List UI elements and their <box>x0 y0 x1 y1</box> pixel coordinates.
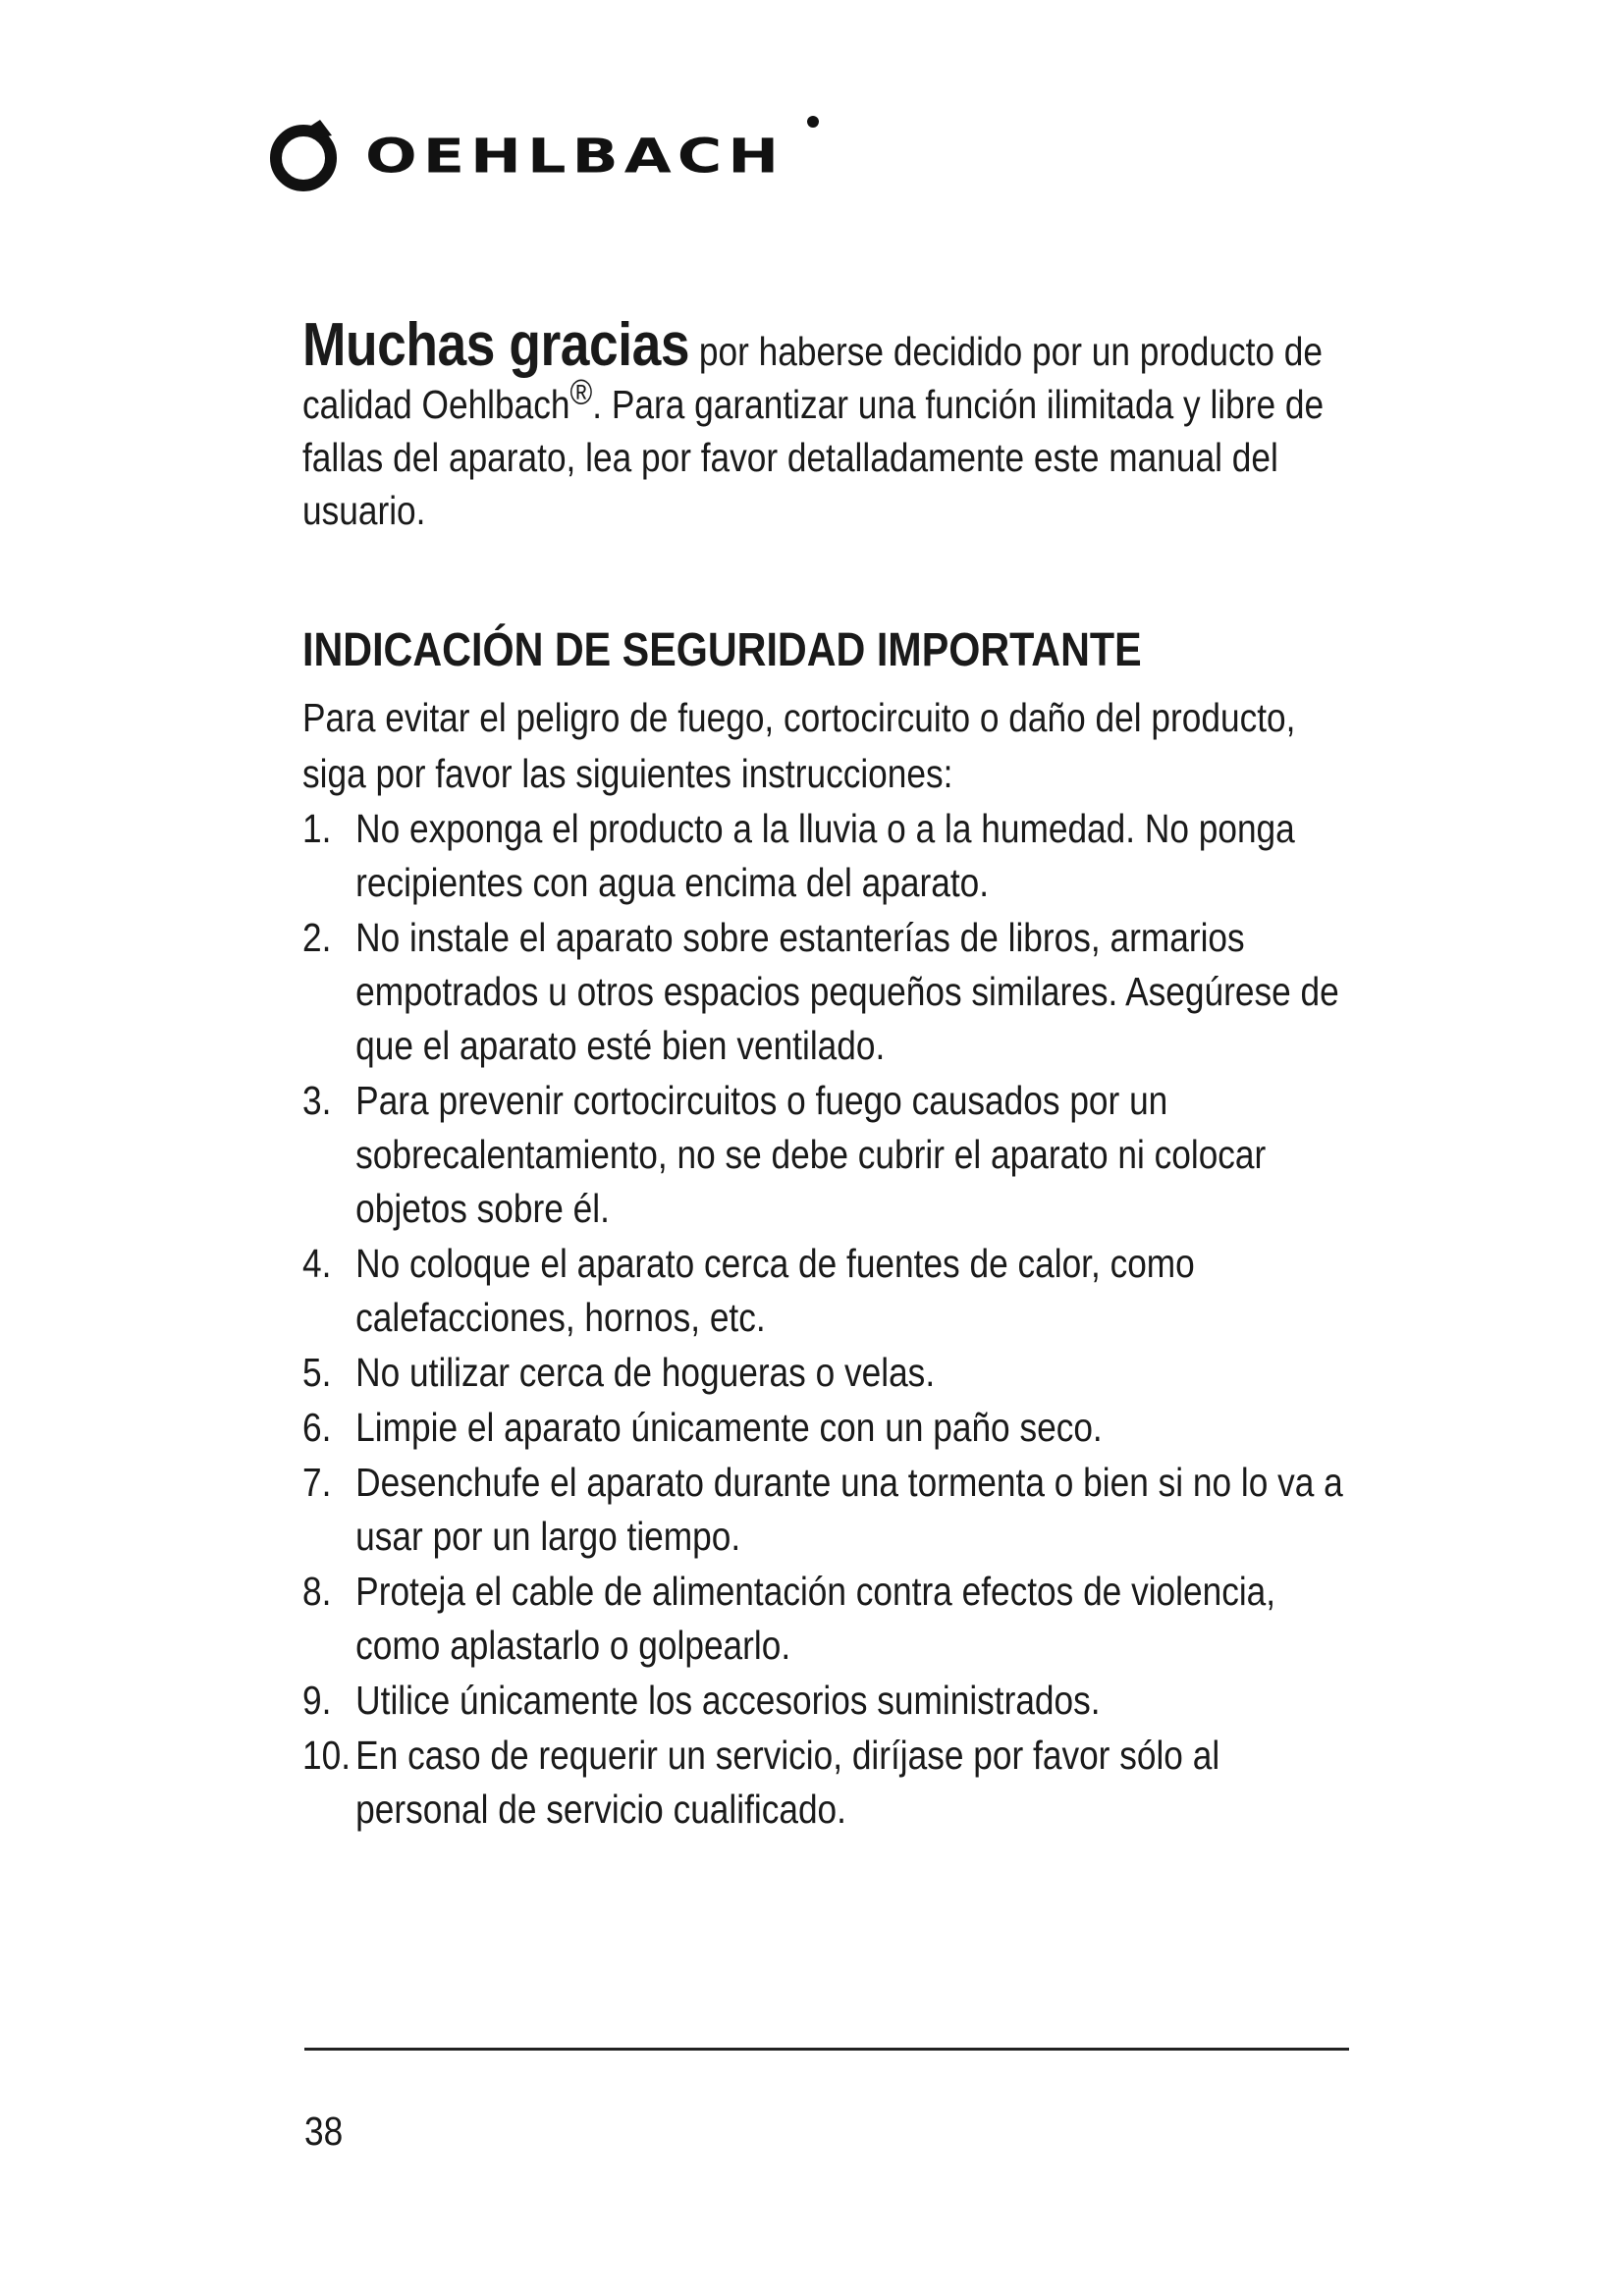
list-item <box>302 1237 1349 1345</box>
list-item <box>302 1456 1349 1564</box>
safety-title: INDICACIÓN DE SEGURIDAD IMPORTANTE <box>302 624 1142 676</box>
list-item-number: 9. <box>302 1678 332 1723</box>
intro-paragraph <box>302 311 1349 537</box>
list-item-number: 3. <box>302 1078 332 1123</box>
list-item-number: 1. <box>302 806 332 851</box>
list-item-number: 7. <box>302 1460 332 1505</box>
safety-intro: Para evitar el peligro de fuego, cortocircuito o daño del producto, siga por favor las siguientes instrucciones: <box>302 695 1296 796</box>
footer-divider <box>304 2048 1349 2051</box>
list-item-number: 8. <box>302 1569 332 1614</box>
list-item-number: 6. <box>302 1405 332 1450</box>
list-item-text: Para prevenir cortocircuitos o fuego causados por un sobrecalentamiento, no se debe cubrir el aparato ni colocar objetos sobre él. <box>355 1078 1267 1231</box>
list-item <box>302 1074 1349 1236</box>
list-item-text: No instale el aparato sobre estanterías de libros, armarios empotrados u otros espacios pequeños similares. Asegúrese de que el aparato esté bien ventilado. <box>355 915 1339 1068</box>
list-item-number: 2. <box>302 915 332 960</box>
list-item-text: Utilice únicamente los accesorios suministrados. <box>355 1678 1101 1723</box>
safety-instructions-list <box>302 802 1349 1837</box>
list-item <box>302 1346 1349 1400</box>
list-item-number: 4. <box>302 1241 332 1286</box>
list-item <box>302 802 1349 910</box>
list-item <box>302 1565 1349 1673</box>
list-item <box>302 1729 1349 1837</box>
list-item-text: No exponga el producto a la lluvia o a la humedad. No ponga recipientes con agua encima del aparato. <box>355 806 1295 905</box>
page-content <box>302 311 1353 1838</box>
list-item-text: Limpie el aparato únicamente con un paño seco. <box>355 1405 1103 1450</box>
list-item-number: 10. <box>302 1733 352 1778</box>
list-item <box>302 1674 1349 1728</box>
list-item <box>302 1401 1349 1455</box>
intro-lead: Muchas gracias <box>302 311 690 379</box>
list-item-text: No coloque el aparato cerca de fuentes de calor, como calefacciones, hornos, etc. <box>355 1241 1195 1340</box>
list-item-text: No utilizar cerca de hogueras o velas. <box>355 1350 936 1395</box>
list-item-text: Proteja el cable de alimentación contra efectos de violencia, como aplastarlo o golpearlo. <box>355 1569 1276 1668</box>
list-item-text: En caso de requerir un servicio, diríjase por favor sólo al personal de servicio cualificado. <box>355 1733 1220 1832</box>
registered-mark: ® <box>569 371 593 412</box>
list-item-text: Desenchufe el aparato durante una tormenta o bien si no lo va a usar por un largo tiempo. <box>355 1460 1343 1559</box>
intro-text-b: . Para garantizar una función ilimitada y libre de fallas del aparato, lea por favor detalladamente este manual del usuario. <box>302 382 1325 533</box>
page-number: 38 <box>304 2109 344 2154</box>
brand-logo <box>263 116 785 196</box>
oehlbach-logo-icon <box>263 116 344 196</box>
list-item-number: 5. <box>302 1350 332 1395</box>
brand-name: OEHLBACH <box>365 128 785 185</box>
brand-registered-dot <box>807 116 819 128</box>
list-item <box>302 911 1349 1073</box>
intro-text-a: por haberse decidido por un producto de calidad Oehlbach <box>302 329 1324 427</box>
